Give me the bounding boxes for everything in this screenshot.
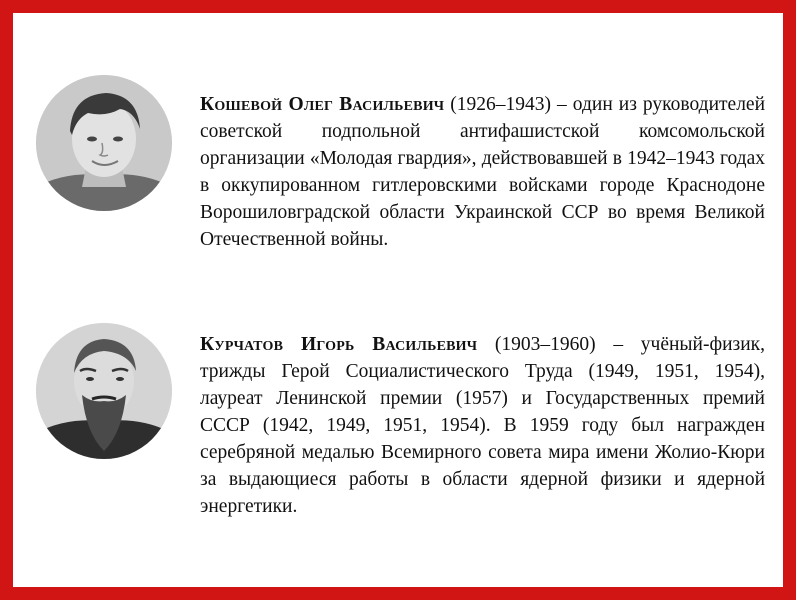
portrait-kurchatov (36, 323, 172, 459)
person-years: (1926–1943) (450, 94, 552, 115)
person-years: (1903–1960) (494, 334, 596, 355)
biography-text-koshevoy (200, 91, 765, 253)
portrait-photo-icon (36, 323, 172, 459)
person-name: Курчатов Игорь Васильевич (200, 334, 478, 355)
portrait-photo-icon (36, 75, 172, 211)
biography-text-kurchatov (200, 331, 765, 520)
person-description: – учёный-физик, трижды Герой Социалистического Труда (1949, 1951, 1954), лауреат Ленинской премии (1957) и Государственных премий СССР (1942, 1949, 1951, 1954). В 1959 году был награжден серебряной медалью Всемирного совета мира имени Жолио-Кюри за выдающиеся работы в области ядерной физики и ядерной энергетики. (200, 334, 766, 517)
person-name: Кошевой Олег Васильевич (200, 94, 445, 115)
person-description: – один из руководителей советской подпольной антифашистской комсомольской организации «Молодая гвардия», действовавшей в 1942–1943 годах в оккупированном гитлеровскими войсками городе Краснодоне Ворошиловградской области Украинской ССР во время Великой Отечественной войны. (200, 94, 766, 250)
portrait-koshevoy (36, 75, 172, 211)
